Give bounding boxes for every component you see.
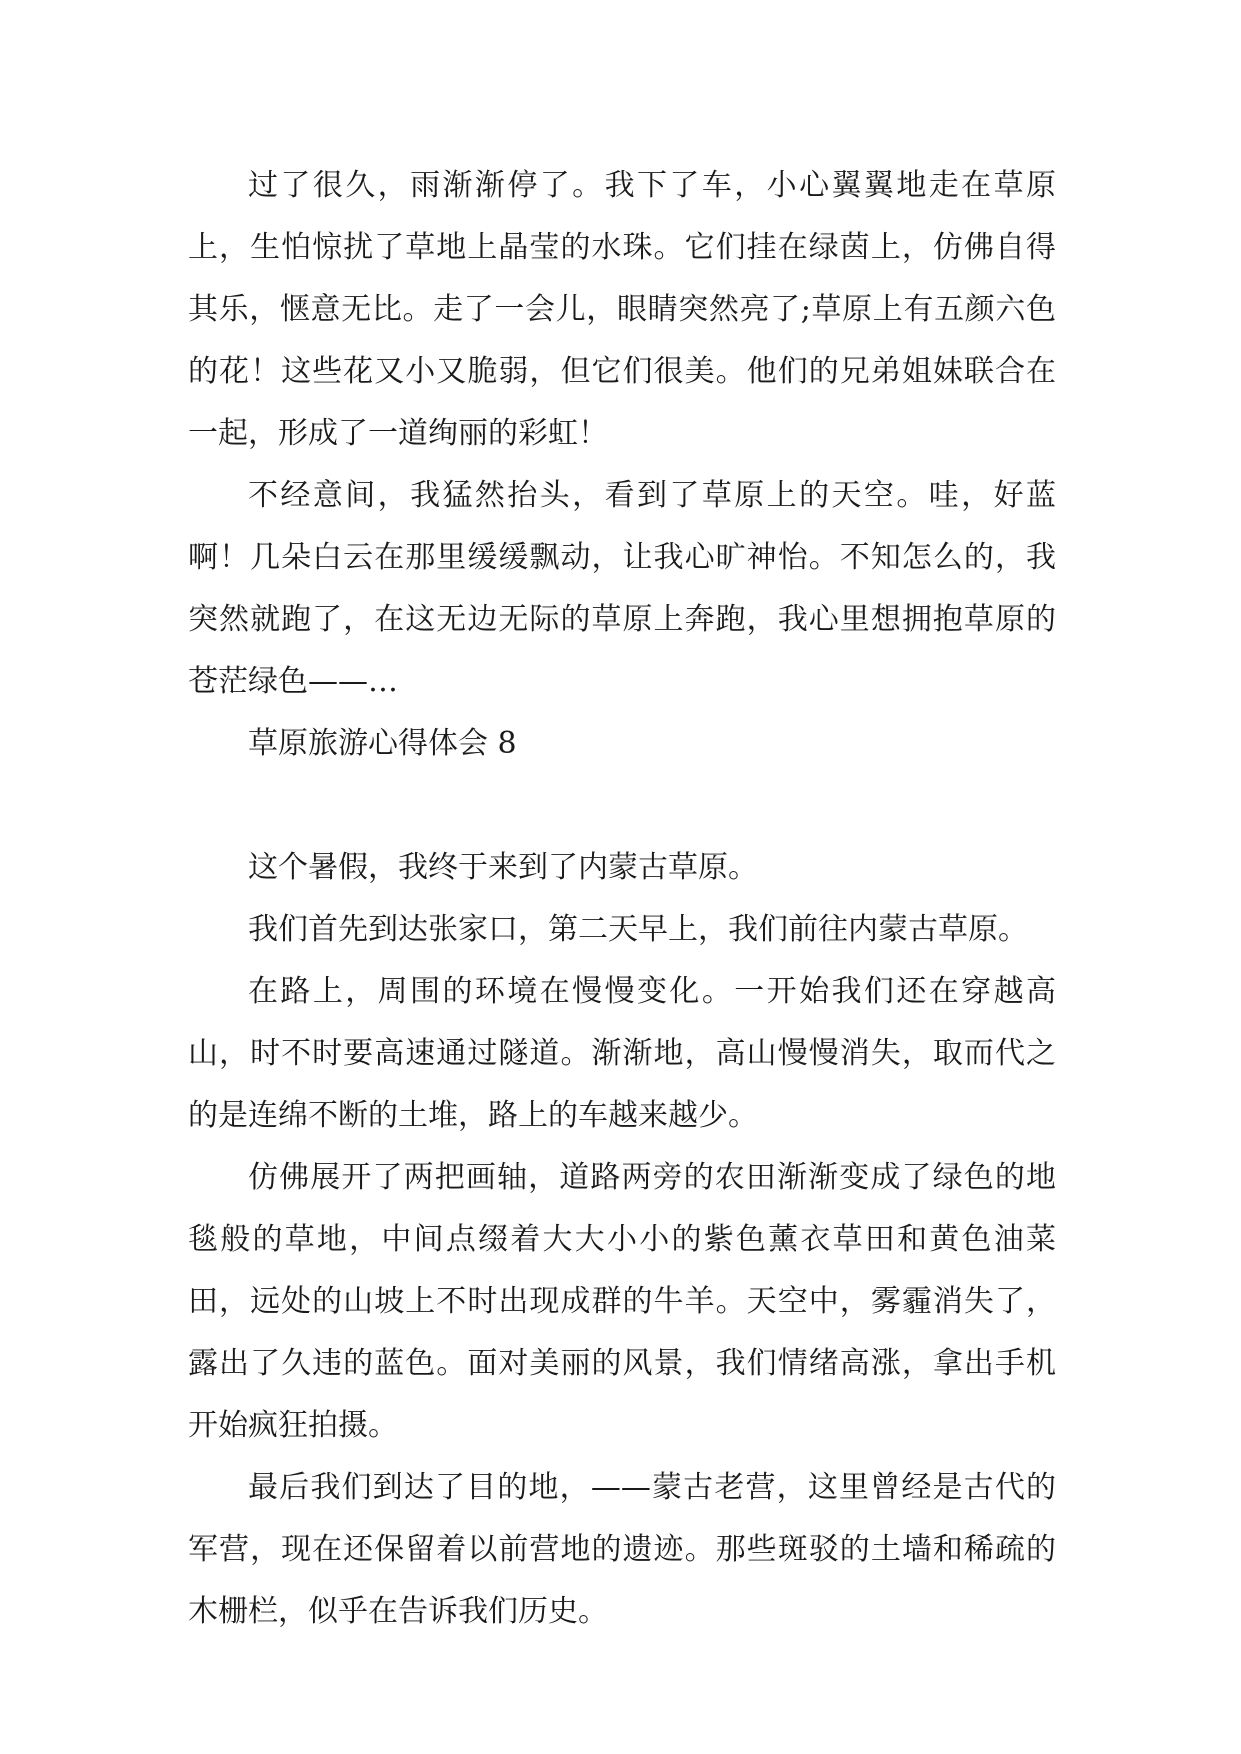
paragraph-on-the-road: 在路上，周围的环境在慢慢变化。一开始我们还在穿越高山，时不时要高速通过隧道。渐渐地，高山慢慢消失，取而代之的是连绵不断的土堆，路上的车越来越少。 <box>188 974 1056 1133</box>
paragraph-rain-stopped: 过了很久，雨渐渐停了。我下了车，小心翼翼地走在草原上，生怕惊扰了草地上晶莹的水珠。它们挂在绿茵上，仿佛自得其乐，惬意无比。走了一会儿，眼睛突然亮了;草原上有五颜六色的花！这些花又小又脆弱，但它们很美。他们的兄弟姐妹联合在一起，形成了一道绚丽的彩虹！ <box>188 168 1056 451</box>
section-title: 草原旅游心得体会 8 <box>248 726 517 761</box>
document-body <box>188 155 1056 1643</box>
paragraph-zhangjiakou: 我们首先到达张家口，第二天早上，我们前往内蒙古草原。 <box>248 912 1028 947</box>
paragraph-destination: 最后我们到达了目的地，——蒙古老营，这里曾经是古代的军营，现在还保留着以前营地的遗迹。那些斑驳的土墙和稀疏的木栅栏，似乎在告诉我们历史。 <box>188 1470 1056 1629</box>
paragraph-summer: 这个暑假，我终于来到了内蒙古草原。 <box>248 850 758 885</box>
paragraph-scenery: 仿佛展开了两把画轴，道路两旁的农田渐渐变成了绿色的地毯般的草地，中间点缀着大大小小的紫色薰衣草田和黄色油菜田，远处的山坡上不时出现成群的牛羊。天空中，雾霾消失了，露出了久违的蓝色。面对美丽的风景，我们情绪高涨，拿出手机开始疯狂拍摄。 <box>188 1160 1056 1443</box>
paragraph-sky: 不经意间，我猛然抬头，看到了草原上的天空。哇，好蓝啊！几朵白云在那里缓缓飘动，让我心旷神怡。不知怎么的，我突然就跑了，在这无边无际的草原上奔跑，我心里想拥抱草原的苍茫绿色——… <box>188 478 1056 699</box>
